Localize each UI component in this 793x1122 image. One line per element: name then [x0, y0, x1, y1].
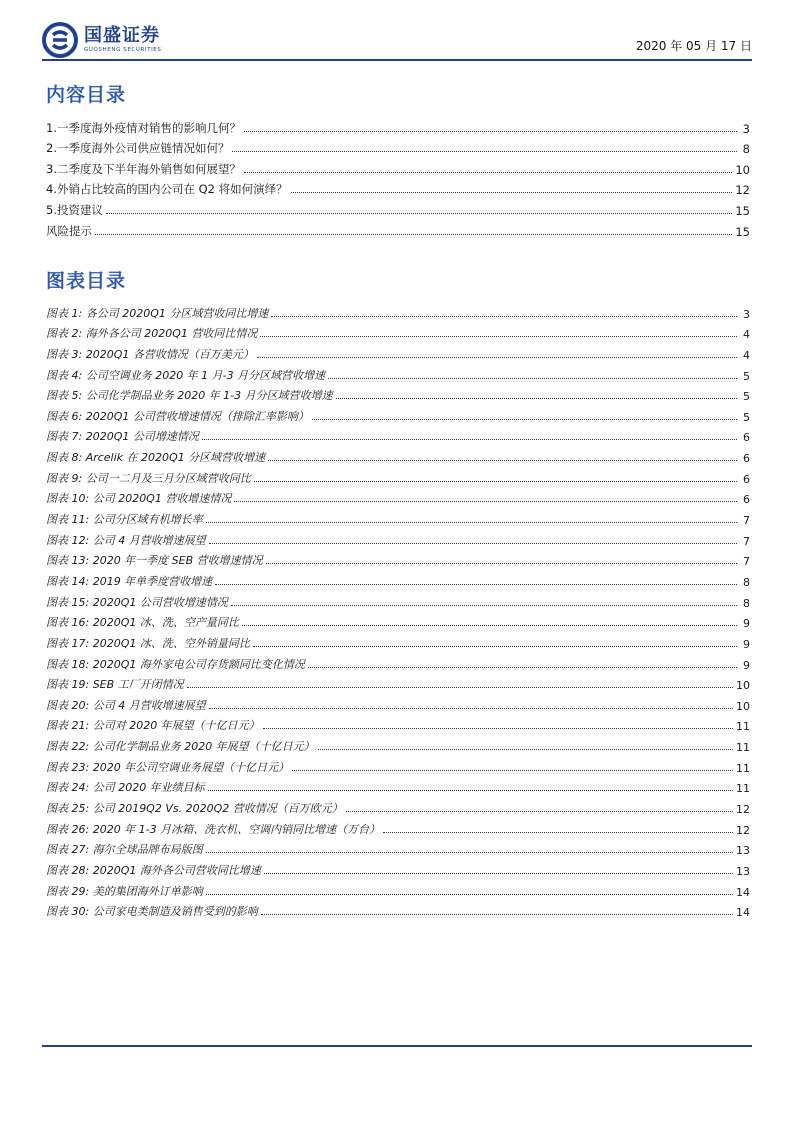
toc-entry[interactable] [46, 692, 750, 713]
toc-entry[interactable] [46, 177, 750, 198]
toc-entry[interactable] [46, 651, 750, 672]
dot-leader [383, 832, 733, 833]
dot-leader [95, 234, 732, 235]
toc-entry-label: 图表 3: 2020Q1 各营收情况（百万美元） [46, 347, 254, 361]
dot-leader [291, 192, 733, 193]
toc-entry-page-number: 8 [743, 596, 750, 610]
toc-entry[interactable] [46, 341, 750, 362]
dot-leader [260, 336, 737, 337]
toc-entry-label: 图表 25: 公司 2019Q2 Vs. 2020Q2 营收情况（百万欧元） [46, 802, 343, 816]
dot-leader [336, 398, 737, 399]
dot-leader [209, 708, 733, 709]
toc-entry[interactable] [46, 424, 750, 445]
toc-entry-page-number: 15 [735, 203, 750, 218]
toc-entry-page-number: 7 [743, 555, 750, 569]
toc-entry-page-number: 9 [743, 617, 750, 631]
dot-leader [206, 852, 733, 853]
toc-entry[interactable] [46, 136, 750, 157]
dot-leader [231, 605, 737, 606]
dot-leader [253, 646, 737, 647]
figures-list [46, 300, 750, 919]
dot-leader [254, 481, 737, 482]
toc-entry-label: 图表 7: 2020Q1 公司增速情况 [46, 430, 199, 444]
toc-entry[interactable] [46, 548, 750, 569]
toc-entry-page-number: 5 [743, 410, 750, 424]
page-header [42, 22, 752, 58]
toc-entry[interactable] [46, 156, 750, 177]
toc-entry-label: 图表 10: 公司 2020Q1 营收增速情况 [46, 492, 232, 506]
dot-leader [266, 563, 737, 564]
dot-leader [209, 543, 737, 544]
toc-entry-page-number: 6 [743, 493, 750, 507]
toc-entry[interactable] [46, 713, 750, 734]
toc-entry-page-number: 13 [736, 844, 750, 858]
toc-entry[interactable] [46, 300, 750, 321]
dot-leader [215, 584, 737, 585]
toc-entry[interactable] [46, 486, 750, 507]
toc-entry-label: 图表 8: Arcelik 在 2020Q1 分区域营收增速 [46, 451, 266, 465]
toc-entry-page-number: 4 [743, 328, 750, 342]
dot-leader [257, 357, 737, 358]
dot-leader [244, 172, 732, 173]
dot-leader [328, 378, 737, 379]
toc-entry[interactable] [46, 837, 750, 858]
dot-leader [263, 728, 733, 729]
toc-entry-page-number: 11 [736, 741, 750, 755]
toc-entry-label: 图表 12: 公司 4 月营收增速展望 [46, 533, 206, 547]
toc-entry[interactable] [46, 362, 750, 383]
toc-entry-page-number: 11 [736, 720, 750, 734]
dot-leader [261, 914, 733, 915]
toc-entry-page-number: 10 [736, 679, 750, 693]
company-logo [42, 22, 161, 58]
toc-entry-label: 图表 15: 2020Q1 公司营收增速情况 [46, 595, 228, 609]
toc-entry-page-number: 3 [743, 307, 750, 321]
toc-entry[interactable] [46, 754, 750, 775]
toc-entry-label: 图表 19: SEB 工厂开闭情况 [46, 678, 184, 692]
toc-entry-page-number: 5 [743, 390, 750, 404]
toc-entry[interactable] [46, 816, 750, 837]
toc-entry-label: 2.一季度海外公司供应链情况如何？ [46, 141, 230, 156]
toc-entry[interactable] [46, 878, 750, 899]
dot-leader [206, 894, 733, 895]
toc-entry-label: 图表 4: 公司空调业务 2020 年 1 月-3 月分区域营收增速 [46, 368, 326, 382]
dot-leader [106, 213, 732, 214]
toc-entry-page-number: 8 [743, 575, 750, 589]
logo-name-en: GUOSHENG SECURITIES [84, 46, 162, 53]
dot-leader [242, 625, 737, 626]
logo-name-cn: 国盛证券 [84, 24, 160, 46]
toc-entry-page-number: 9 [743, 658, 750, 672]
toc-entry-label: 图表 9: 公司一二月及三月分区域营收同比 [46, 471, 251, 485]
toc-entry-page-number: 8 [742, 142, 750, 157]
toc-entry[interactable] [46, 321, 750, 342]
toc-entry-page-number: 12 [736, 823, 750, 837]
toc-entry-label: 风险提示 [46, 223, 92, 238]
dot-leader [312, 419, 737, 420]
contents-list [46, 115, 750, 239]
toc-entry-label: 3.二季度及下半年海外销售如何展望？ [46, 161, 241, 176]
dot-leader [187, 687, 733, 688]
toc-entry-page-number: 5 [743, 369, 750, 383]
toc-entry[interactable] [46, 506, 750, 527]
toc-entry-page-number: 4 [743, 348, 750, 362]
toc-entry-page-number: 14 [736, 885, 750, 899]
toc-entry-label: 图表 1: 各公司 2020Q1 分区域营收同比增速 [46, 306, 269, 320]
toc-entry[interactable] [46, 672, 750, 693]
toc-entry-page-number: 11 [736, 761, 750, 775]
dot-leader [264, 873, 733, 874]
toc-entry-label: 图表 18: 2020Q1 海外家电公司存货额同比变化情况 [46, 657, 305, 671]
toc-entry-label: 图表 29: 美的集团海外订单影响 [46, 884, 203, 898]
toc-entry-page-number: 6 [743, 431, 750, 445]
toc-entry[interactable] [46, 899, 750, 920]
toc-entry-label: 5.投资建议 [46, 202, 103, 217]
toc-entry-label: 图表 21: 公司对 2020 年展望（十亿日元） [46, 719, 260, 733]
toc-entry[interactable] [46, 527, 750, 548]
toc-entry[interactable] [46, 795, 750, 816]
toc-entry-page-number: 9 [743, 637, 750, 651]
toc-entry-label: 图表 26: 2020 年 1-3 月冰箱、洗衣机、空调内销同比增速（万台） [46, 822, 381, 836]
toc-entry-page-number: 3 [742, 121, 750, 136]
toc-entry-label: 图表 30: 公司家电类制造及销售受到的影响 [46, 905, 258, 919]
footer-divider [42, 1045, 752, 1047]
toc-entry-page-number: 11 [736, 782, 750, 796]
toc-entry-label: 图表 6: 2020Q1 公司营收增速情况（排除汇率影响） [46, 409, 309, 423]
toc-entry-page-number: 6 [743, 472, 750, 486]
toc-entry-label: 图表 16: 2020Q1 冰、洗、空产量同比 [46, 616, 239, 630]
toc-entry-page-number: 15 [735, 224, 750, 239]
toc-entry-page-number: 12 [736, 803, 750, 817]
toc-entry[interactable] [46, 444, 750, 465]
toc-entry-label: 图表 28: 2020Q1 海外各公司营收同比增速 [46, 863, 261, 877]
toc-entry[interactable] [46, 403, 750, 424]
toc-entry[interactable] [46, 197, 750, 218]
toc-entry-label: 图表 11: 公司分区域有机增长率 [46, 513, 203, 527]
toc-entry-label: 图表 13: 2020 年一季度 SEB 营收增速情况 [46, 554, 263, 568]
dot-leader [346, 811, 733, 812]
toc-entry[interactable] [46, 775, 750, 796]
toc-entry[interactable] [46, 383, 750, 404]
contents-title: 内容目录 [46, 84, 127, 106]
toc-entry-label: 图表 17: 2020Q1 冰、洗、空外销量同比 [46, 636, 250, 650]
figures-title: 图表目录 [46, 270, 127, 292]
toc-entry-label: 图表 2: 海外各公司 2020Q1 营收同比情况 [46, 327, 258, 341]
toc-entry-label: 图表 24: 公司 2020 年业绩目标 [46, 781, 205, 795]
toc-entry-page-number: 10 [735, 162, 750, 177]
dot-leader [206, 522, 737, 523]
toc-entry-label: 图表 5: 公司化学制品业务 2020 年 1-3 月分区域营收增速 [46, 389, 333, 403]
toc-entry-page-number: 7 [743, 514, 750, 528]
dot-leader [318, 749, 733, 750]
dot-leader [208, 790, 733, 791]
toc-entry-label: 图表 14: 2019 年单季度营收增速 [46, 574, 213, 588]
toc-entry-label: 图表 22: 公司化学制品业务 2020 年展望（十亿日元） [46, 740, 315, 754]
toc-entry-page-number: 7 [743, 534, 750, 548]
toc-entry-label: 1.一季度海外疫情对销售的影响几何？ [46, 120, 241, 135]
toc-entry-label: 图表 23: 2020 年公司空调业务展望（十亿日元） [46, 760, 290, 774]
toc-entry[interactable] [46, 630, 750, 651]
toc-entry[interactable] [46, 218, 750, 239]
toc-entry-label: 图表 27: 海尔全球品牌布局版图 [46, 843, 203, 857]
dot-leader [244, 131, 737, 132]
dot-leader [202, 439, 737, 440]
toc-entry[interactable] [46, 733, 750, 754]
header-divider [42, 59, 752, 61]
toc-entry[interactable] [46, 465, 750, 486]
dot-leader [271, 316, 737, 317]
report-date: 2020 年 05 月 17 日 [635, 39, 752, 53]
toc-entry-page-number: 10 [736, 699, 750, 713]
toc-entry-page-number: 6 [743, 452, 750, 466]
toc-entry-page-number: 12 [735, 183, 750, 198]
dot-leader [292, 770, 733, 771]
toc-entry[interactable] [46, 568, 750, 589]
toc-entry-label: 4.外销占比较高的国内公司在 Q2 将如何演绎？ [46, 182, 288, 197]
dot-leader [268, 460, 737, 461]
logo-emblem-icon [42, 22, 78, 58]
toc-entry-page-number: 13 [736, 864, 750, 878]
toc-entry[interactable] [46, 857, 750, 878]
dot-leader [234, 501, 737, 502]
dot-leader [232, 151, 737, 152]
toc-entry-page-number: 14 [736, 906, 750, 920]
toc-entry[interactable] [46, 610, 750, 631]
toc-entry-label: 图表 20: 公司 4 月营收增速展望 [46, 698, 206, 712]
dot-leader [308, 667, 737, 668]
toc-entry[interactable] [46, 115, 750, 136]
toc-entry[interactable] [46, 589, 750, 610]
